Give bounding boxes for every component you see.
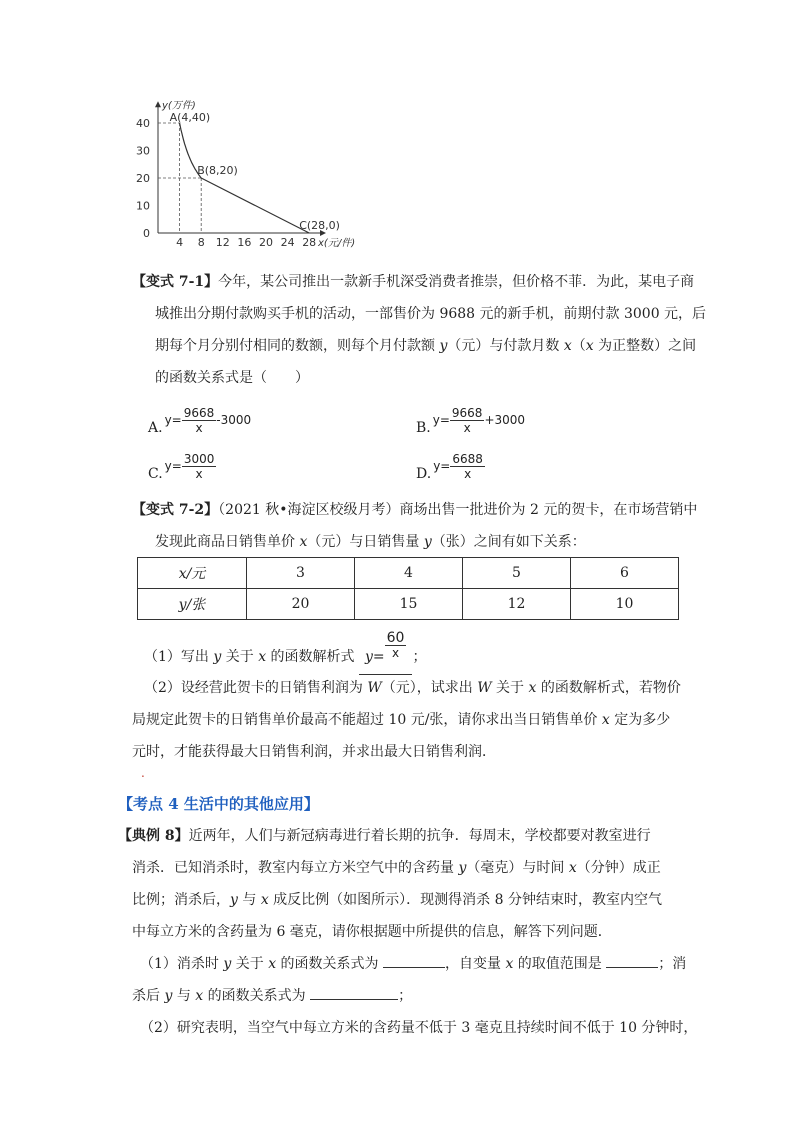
x-tick-label: 28 bbox=[302, 236, 317, 249]
var-x: x bbox=[195, 988, 204, 1004]
v71-line-4 bbox=[155, 366, 309, 390]
table-cell: 12 bbox=[463, 589, 571, 620]
v72-q1-text-c: 的函数解析式 bbox=[266, 649, 355, 665]
ex8-tag: 【典例 8】 bbox=[118, 828, 189, 844]
ex8-text-2c: （分钟）成正 bbox=[576, 860, 661, 876]
table-cell: 5 bbox=[463, 558, 571, 589]
v72-q2-line-3 bbox=[132, 740, 496, 764]
v72-text-2a: 发现此商品日销售单价 bbox=[155, 534, 300, 550]
y-tick-label: 30 bbox=[136, 144, 150, 158]
option-label: C. bbox=[148, 466, 163, 482]
v72-tag: 【变式 7-2】 bbox=[132, 502, 219, 518]
fraction bbox=[182, 452, 217, 481]
ex8-text-2b: （毫克）与时间 bbox=[466, 860, 569, 876]
table-header-cell: y/张 bbox=[138, 589, 247, 620]
fraction bbox=[450, 452, 485, 481]
var-x: x bbox=[260, 892, 269, 908]
x-tick-label: 4 bbox=[176, 236, 184, 249]
table-row bbox=[138, 589, 679, 620]
ex8-text-3b: 与 bbox=[237, 892, 261, 908]
answer-blank[interactable] bbox=[383, 967, 445, 968]
option-c bbox=[148, 446, 216, 486]
var-y: y bbox=[230, 892, 238, 908]
ex8-q1-text-f: ；消 bbox=[658, 956, 687, 972]
v72-line-1 bbox=[132, 498, 697, 522]
fraction bbox=[450, 406, 485, 435]
ex8-line-2 bbox=[132, 856, 661, 880]
option-b bbox=[416, 400, 525, 440]
var-x: x bbox=[601, 712, 610, 728]
stray-dot: . bbox=[141, 766, 145, 780]
table-cell: 15 bbox=[355, 589, 463, 620]
ex8-text-3c: 成反比例（如图所示）．现测得消杀 8 分钟结束时，教室内空气 bbox=[268, 892, 662, 908]
table-row bbox=[138, 558, 679, 589]
denominator: x bbox=[464, 466, 472, 481]
table-cell: 20 bbox=[247, 589, 355, 620]
var-x: x bbox=[563, 338, 572, 354]
option-lhs: y= bbox=[164, 459, 182, 473]
v72-q2-text-g: 元时，才能获得最大日销售利润，并求出最大日销售利润． bbox=[132, 744, 496, 760]
numerator: 3000 bbox=[183, 451, 215, 466]
y-tick-label: 0 bbox=[143, 227, 150, 240]
numerator: 60 bbox=[386, 629, 405, 646]
v71-text-3d: 为正整数）之间 bbox=[593, 338, 697, 354]
var-x: x bbox=[505, 956, 514, 972]
var-w: W bbox=[367, 680, 382, 696]
point-label-A: A(4,40) bbox=[169, 111, 211, 124]
var-y: y bbox=[423, 534, 432, 550]
var-x: x bbox=[258, 649, 267, 665]
option-label: A. bbox=[148, 420, 163, 436]
denominator: x bbox=[392, 645, 400, 660]
answer-blank[interactable] bbox=[606, 967, 658, 968]
x-tick-label: 20 bbox=[259, 236, 273, 249]
v72-q2-text-d: 的函数解析式，若物价 bbox=[536, 680, 681, 696]
ex8-q1-text-e: 的取值范围是 bbox=[513, 956, 607, 972]
answer-lhs: y= bbox=[365, 649, 385, 665]
v72-q2-text-a: （2）设经营此贺卡的日销售利润为 bbox=[144, 680, 368, 696]
y-tick-label: 20 bbox=[136, 172, 150, 185]
fraction bbox=[182, 406, 217, 435]
ex8-text-2a: 消杀．已知消杀时，教室内每立方米空气中的含药量 bbox=[132, 860, 459, 876]
table-cell: 3 bbox=[247, 558, 355, 589]
ex8-line-1 bbox=[118, 824, 651, 848]
function-graph bbox=[130, 88, 400, 258]
answer-fraction bbox=[385, 631, 407, 660]
denominator: x bbox=[463, 420, 471, 435]
x-tick-label: 24 bbox=[280, 236, 295, 249]
v71-text-3c: （ bbox=[571, 338, 586, 354]
ex8-text-3a: 比例；消杀后， bbox=[132, 892, 230, 908]
v72-q2-text-f: 定为多少 bbox=[609, 712, 671, 728]
v72-q2-text-c: 关于 bbox=[491, 680, 529, 696]
ex8-q1-text-j: ； bbox=[398, 988, 413, 1004]
ex8-q1-line-1 bbox=[140, 952, 686, 976]
v71-text-3b: （元）与付款月数 bbox=[447, 338, 564, 354]
table-header-cell: x/元 bbox=[138, 558, 247, 589]
ex8-q1-line-2 bbox=[132, 984, 412, 1008]
ex8-q2-text: （2）研究表明，当空气中每立方米的含药量不低于 3 毫克且持续时间不低于 10 分钟时， bbox=[140, 1020, 698, 1036]
option-a bbox=[148, 400, 251, 440]
option-label: B. bbox=[416, 420, 431, 436]
v72-q1-end: ； bbox=[412, 649, 427, 665]
ex8-q1-text-b: 关于 bbox=[231, 956, 269, 972]
denominator: x bbox=[195, 420, 203, 435]
numerator: 9668 bbox=[183, 405, 215, 420]
var-x: x bbox=[568, 860, 577, 876]
point-label-B: B(8,20) bbox=[197, 164, 238, 177]
ex8-q1-text-d: ，自变量 bbox=[445, 956, 506, 972]
answer-blank bbox=[359, 629, 412, 675]
x-tick-label: 16 bbox=[237, 236, 252, 249]
y-tick-label: 40 bbox=[136, 117, 150, 130]
v71-text-4: 的函数关系式是（ ） bbox=[155, 370, 309, 386]
var-x: x bbox=[299, 534, 308, 550]
v72-text-2b: （元）与日销售量 bbox=[307, 534, 424, 550]
var-y: y bbox=[223, 956, 232, 972]
y-axis-arrow bbox=[155, 101, 161, 107]
ex8-q1-text-c: 的函数关系式为 bbox=[276, 956, 383, 972]
table-cell: 4 bbox=[355, 558, 463, 589]
segment-b-c bbox=[201, 178, 309, 233]
v72-q2-line-1 bbox=[144, 676, 681, 700]
option-label: D. bbox=[416, 466, 432, 482]
v72-q2-text-e: 局规定此贺卡的日销售单价最高不能超过 10 元/张，请你求出当日销售单价 bbox=[132, 712, 602, 728]
v71-text-2: 城推出分期付款购买手机的活动，一部售价为 9688 元的新手机，前期付款 3000 元，后 bbox=[155, 306, 707, 322]
numerator: 6688 bbox=[452, 451, 483, 466]
option-tail: +3000 bbox=[484, 413, 526, 427]
v72-q1 bbox=[144, 629, 427, 674]
x-tick-label: 12 bbox=[215, 236, 230, 249]
var-w: W bbox=[477, 680, 492, 696]
ex8-text-1: 近两年，人们与新冠病毒进行着长期的抗争．每周末，学校都要对教室进行 bbox=[188, 828, 651, 844]
y-axis-label: y(万件) bbox=[162, 100, 196, 112]
y-tick-label: 10 bbox=[136, 199, 150, 213]
answer-blank[interactable] bbox=[310, 999, 398, 1000]
var-x: x bbox=[268, 956, 277, 972]
v71-line-1 bbox=[132, 270, 694, 294]
v72-q1-text-b: 关于 bbox=[221, 649, 259, 665]
v71-line-3 bbox=[155, 334, 696, 358]
x-tick-label: 8 bbox=[197, 236, 205, 249]
x-axis-label: x(元/件) bbox=[318, 238, 356, 249]
v71-tag: 【变式 7-1】 bbox=[132, 274, 219, 290]
v72-line-2 bbox=[155, 530, 586, 554]
denominator: x bbox=[195, 466, 203, 481]
var-x: x bbox=[528, 680, 537, 696]
v72-text-2c: （张）之间有如下关系： bbox=[431, 534, 586, 550]
ex8-line-4 bbox=[132, 920, 612, 944]
table-cell: 10 bbox=[571, 589, 679, 620]
numerator: 9668 bbox=[451, 405, 483, 420]
v72-q2-text-b: （元），试求出 bbox=[381, 680, 478, 696]
section-heading: 【考点 4 生活中的其他应用】 bbox=[118, 795, 319, 813]
ex8-q1-text-h: 与 bbox=[172, 988, 196, 1004]
var-y: y bbox=[458, 860, 467, 876]
option-d bbox=[416, 446, 485, 486]
v72-q1-text-a: （1）写出 bbox=[144, 649, 214, 665]
ex8-q1-text-a: （1）消杀时 bbox=[140, 956, 224, 972]
ex8-text-4: 中每立方米的含药量为 6 毫克，请你根据题中所提供的信息，解答下列问题． bbox=[132, 924, 612, 940]
v71-text-3a: 期每个月分别付相同的数额，则每个月付款额 bbox=[155, 338, 440, 354]
ex8-q2-line-1 bbox=[140, 1016, 697, 1040]
var-x: x bbox=[585, 338, 594, 354]
v72-q2-line-2 bbox=[132, 708, 670, 732]
ex8-q1-text-g: 杀后 bbox=[132, 988, 165, 1004]
point-label-C: C(28,0) bbox=[299, 219, 340, 232]
option-lhs: y= bbox=[432, 413, 450, 427]
v71-line-2 bbox=[155, 302, 706, 326]
option-lhs: y= bbox=[164, 413, 182, 427]
ex8-q1-text-i: 的函数关系式为 bbox=[203, 988, 311, 1004]
var-y: y bbox=[213, 649, 222, 665]
table-cell: 6 bbox=[571, 558, 679, 589]
var-y: y bbox=[164, 988, 173, 1004]
option-tail: -3000 bbox=[216, 413, 252, 427]
v72-text-1: （2021 秋•海淀区校级月考）商场出售一批进价为 2 元的贺卡，在市场营销中 bbox=[218, 502, 698, 518]
price-sales-table bbox=[137, 557, 679, 620]
ex8-line-3 bbox=[132, 888, 662, 912]
option-lhs: y= bbox=[433, 459, 451, 473]
var-y: y bbox=[439, 338, 448, 354]
v71-text-1: 今年，某公司推出一款新手机深受消费者推崇，但价格不菲．为此，某电子商 bbox=[218, 274, 695, 290]
